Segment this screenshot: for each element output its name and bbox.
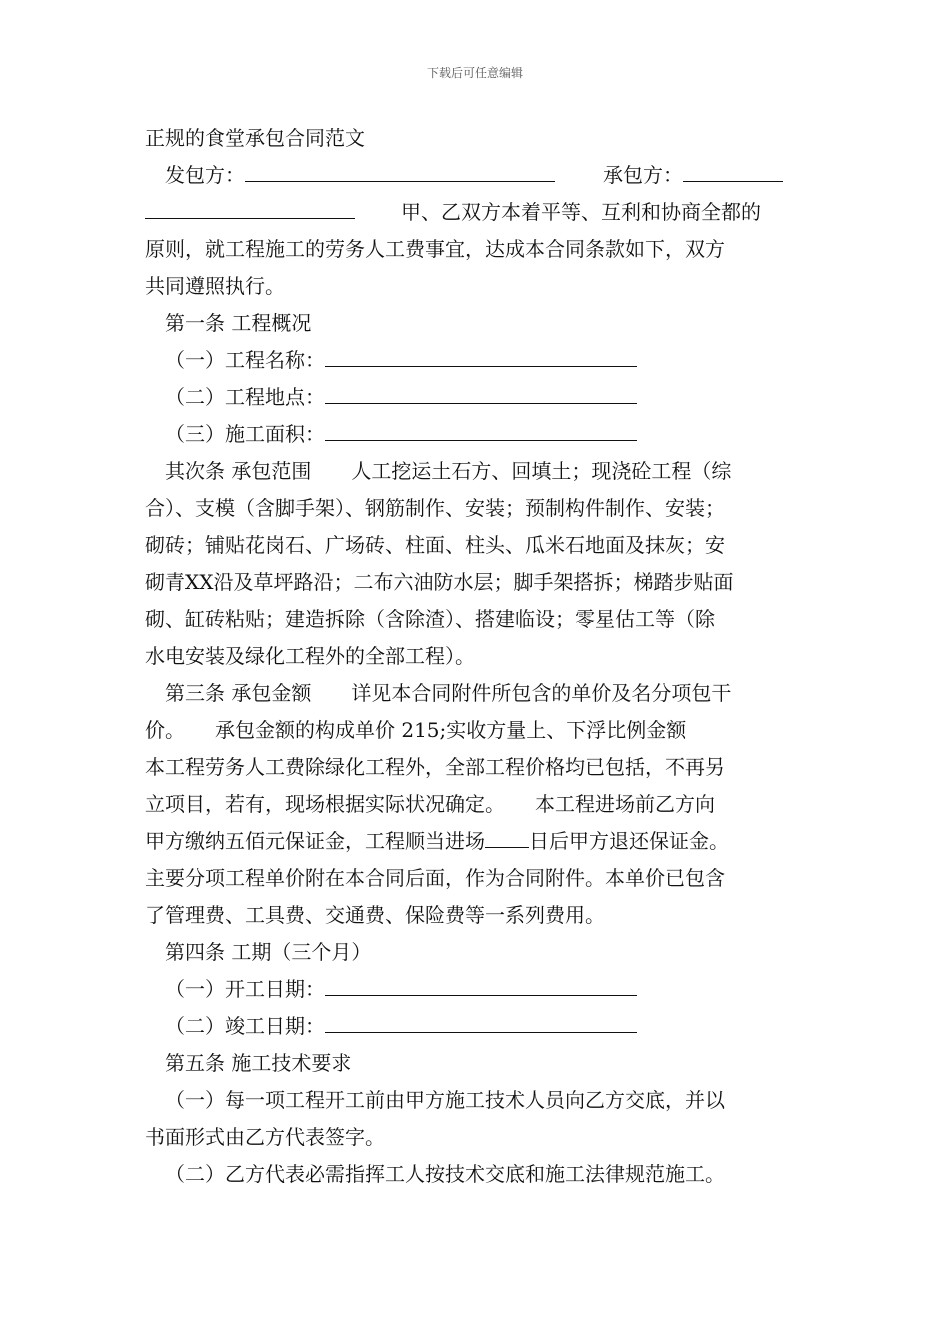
completion-date-line [145, 1008, 810, 1045]
document-title: 正规的食堂承包合同范文 [145, 126, 365, 150]
completion-date-blank [325, 1008, 637, 1033]
contractor-blank-continued [145, 194, 355, 219]
project-location-blank [325, 379, 637, 404]
start-date-blank [325, 971, 637, 996]
article3-line: 了管理费、工具费、交通费、保险费等一系列费用。 [145, 903, 605, 927]
project-name-blank [325, 342, 637, 367]
article2-line: 砌砖；铺贴花岗石、广场砖、柱面、柱头、瓜米石地面及抹灰；安 [145, 533, 725, 557]
contract-body [145, 120, 810, 1193]
article3-line: 第三条 承包金额 详见本合同附件所包含的单价及名分项包干 [165, 681, 732, 705]
start-date-line [145, 971, 810, 1008]
page-header: 下载后可任意编辑 [426, 66, 523, 80]
article2-line: 水电安装及绿化工程外的全部工程）。 [145, 644, 475, 668]
completion-date-label: （二）竣工日期： [165, 1014, 325, 1038]
article5-item1-line: 书面形式由乙方代表签字。 [145, 1125, 385, 1149]
article5-item1-line: （一）每一项工程开工前由甲方施工技术人员向乙方交底，并以 [165, 1088, 725, 1112]
project-location-label: （二）工程地点： [165, 385, 325, 409]
intro-line-1 [145, 194, 810, 231]
employer-label: 发包方： [165, 163, 245, 187]
intro-line-3: 共同遵照执行。 [145, 274, 285, 298]
article5-item2-line: （二）乙方代表必需指挥工人按技术交底和施工法律规范施工。 [165, 1162, 725, 1186]
construction-area-label: （三）施工面积： [165, 422, 325, 446]
article2-line: 砌青XX沿及草坪路沿；二布六油防水层；脚手架搭拆；梯踏步贴面 [145, 570, 734, 594]
construction-area-line [145, 416, 810, 453]
deposit-line [145, 823, 810, 860]
deposit-text-end: 日后甲方退还保证金。 [529, 829, 729, 853]
contractor-label: 承包方： [603, 163, 683, 187]
start-date-label: （一）开工日期： [165, 977, 325, 1001]
deposit-days-blank [485, 823, 529, 848]
intro-line-2: 原则，就工程施工的劳务人工费事宜，达成本合同条款如下，双方 [145, 237, 725, 261]
project-name-label: （一）工程名称： [165, 348, 325, 372]
parties-line [145, 157, 810, 194]
article3-line: 价。 承包金额的构成单价 215;实收方量上、下浮比例金额 [145, 718, 687, 742]
construction-area-blank [325, 416, 637, 441]
article4-title: 第四条 工期（三个月） [165, 940, 372, 964]
deposit-text: 甲方缴纳五佰元保证金，工程顺当进场 [145, 829, 485, 853]
contractor-blank [683, 157, 783, 182]
employer-blank [245, 157, 555, 182]
project-name-line [145, 342, 810, 379]
article1-title: 第一条 工程概况 [165, 311, 312, 335]
article3-line: 本工程劳务人工费除绿化工程外，全部工程价格均已包括，不再另 [145, 755, 725, 779]
article2-line: 砌、缸砖粘贴；建造拆除（含除渣）、搭建临设；零星估工等（除 [145, 607, 715, 631]
article3-line: 立项目，若有，现场根据实际状况确定。 本工程进场前乙方向 [145, 792, 715, 816]
article5-title: 第五条 施工技术要求 [165, 1051, 352, 1075]
article2-line: 其次条 承包范围 人工挖运土石方、回填土；现浇砼工程（综 [165, 459, 732, 483]
intro-text: 甲、乙双方本着平等、互利和协商全都的 [401, 200, 761, 224]
article3-line: 主要分项工程单价附在本合同后面，作为合同附件。本单价已包含 [145, 866, 725, 890]
article2-line: 合）、支模（含脚手架）、钢筋制作、安装；预制构件制作、安装； [145, 496, 725, 520]
project-location-line [145, 379, 810, 416]
